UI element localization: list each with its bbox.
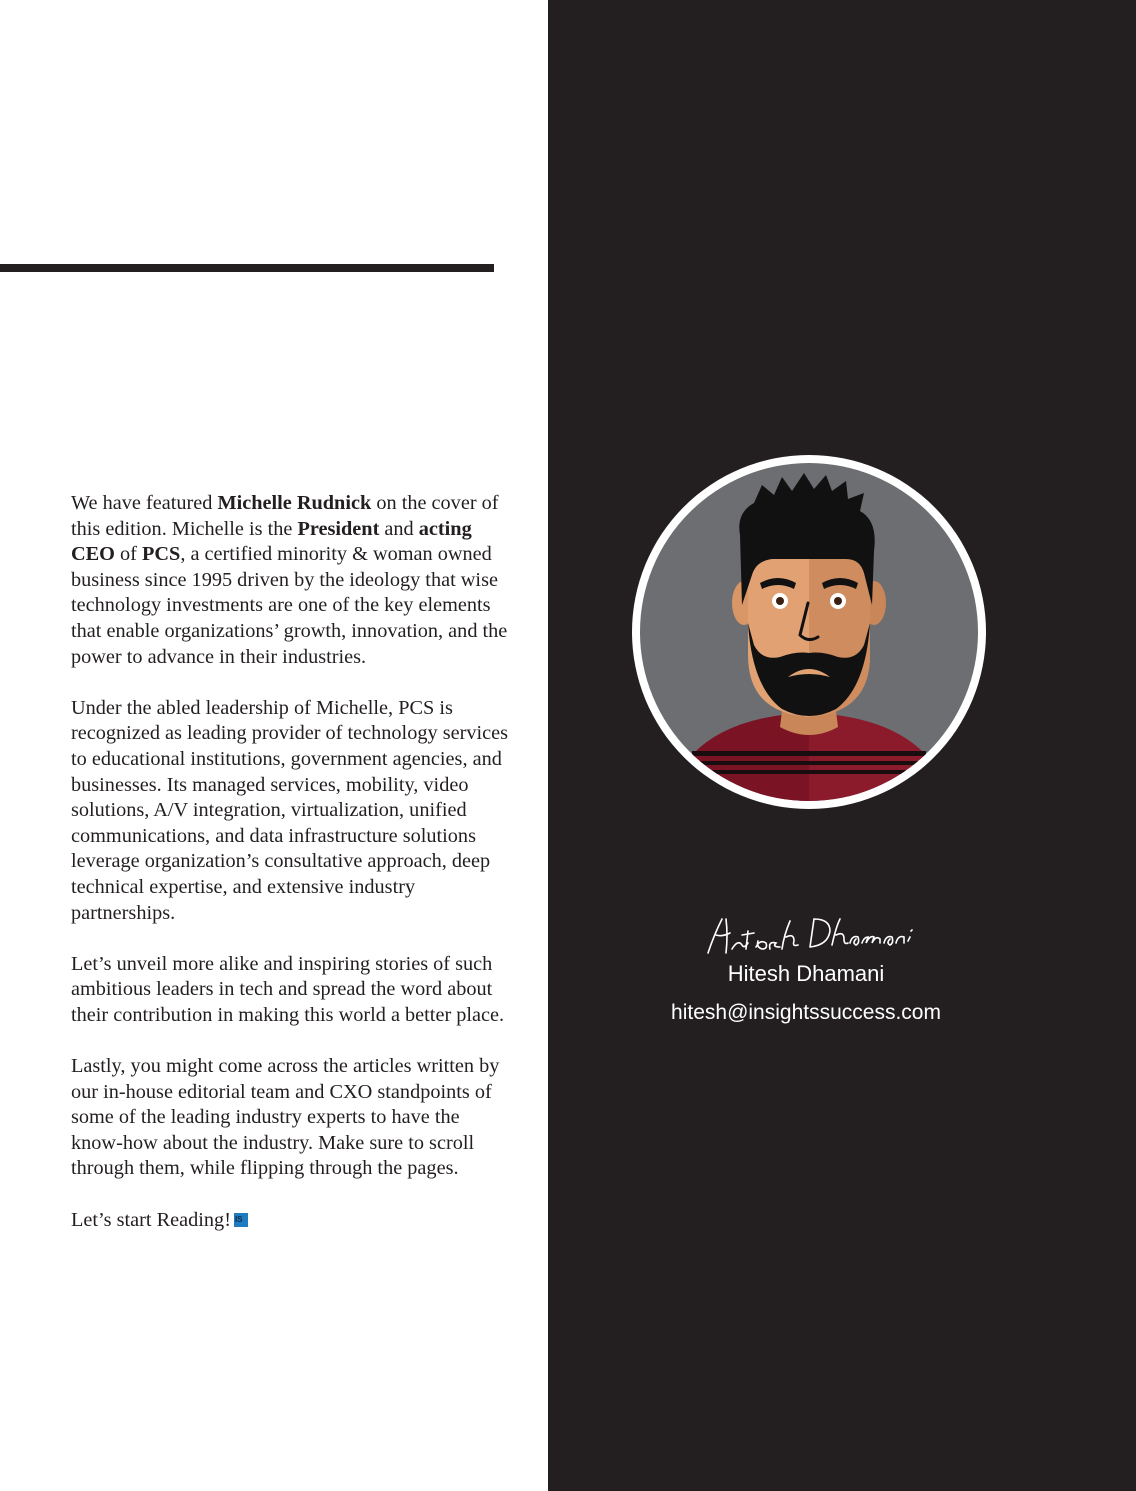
editor-panel — [548, 0, 1136, 1491]
section-divider-rule — [0, 264, 494, 272]
role-president: President — [297, 517, 380, 540]
company-name: PCS — [142, 543, 181, 566]
paragraph-intro: We have featured Michelle Rudnick on the cover of this edition. Michelle is the President and acting CEO of PCS, a certified minority & woman owned business since 1995 driven by the ideology that wise technology investments are one of the key elements that enable organizations’ growth, innovation, and the power to advance in their industries. — [71, 492, 508, 668]
paragraph-leadership: Under the abled leadership of Michelle, PCS is recognized as leading provider of technology services to educational institutions, government agencies, and businesses. Its managed services, mobility, video solutions, A/V integration, virtualization, unified communications, and data infrastructure solutions leverage organization’s consultative approach, deep technical expertise, and extensive industry partnerships. — [71, 696, 509, 924]
paragraph-articles: Lastly, you might come across the articles written by our in-house editorial team and CXO standpoints of some of the leading industry experts to have the know-how about the industry. Make sure to scroll through them, while flipping through the pages. — [71, 1055, 500, 1180]
end-of-article-mark-icon: IS — [234, 1213, 248, 1227]
paragraph-stories: Let’s unveil more alike and inspiring stories of such ambitious leaders in tech and spread the word about their contribution in making this world a better place. — [71, 952, 505, 1026]
editor-signature — [698, 905, 918, 965]
role-acting-ceo: acting CEO — [71, 517, 472, 566]
editor-name: Hitesh Dhamani — [727, 961, 885, 986]
editorial-text-column — [0, 0, 548, 1491]
editor-email[interactable]: hitesh@insightssuccess.com — [671, 1001, 941, 1024]
paragraph-closing: Let’s start Reading! IS — [71, 1208, 511, 1234]
featured-person-name: Michelle Rudnick — [217, 492, 372, 514]
editorial-body — [71, 491, 511, 1259]
editor-avatar — [632, 455, 986, 809]
